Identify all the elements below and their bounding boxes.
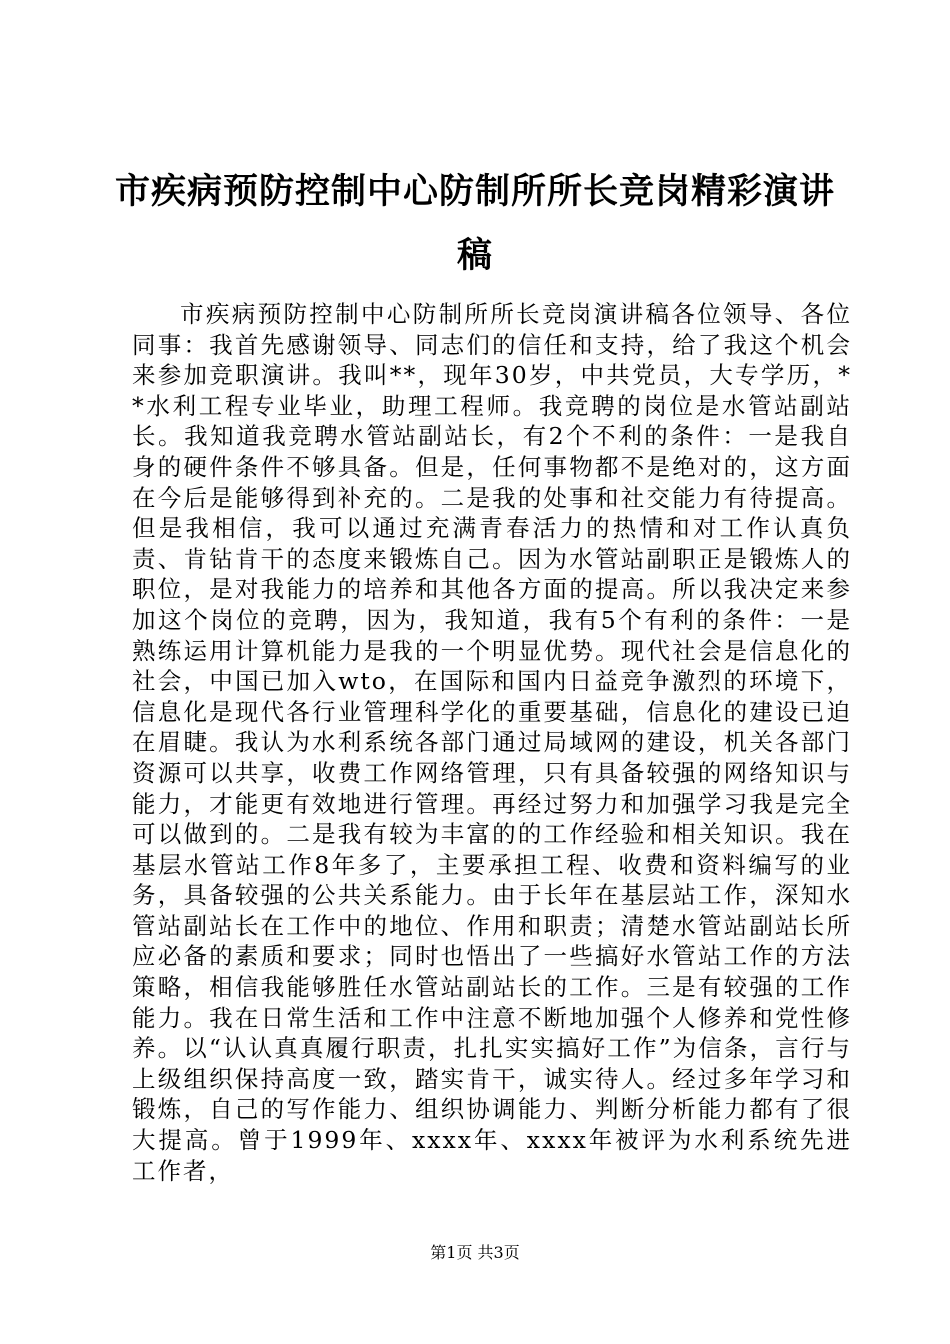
- document-title: 市疾病预防控制中心防制所所长竞岗精彩演讲稿: [114, 171, 835, 276]
- page-number-footer: 第1页 共3页: [430, 1243, 520, 1262]
- document-body-paragraph: 市疾病预防控制中心防制所所长竞岗演讲稿各位领导、各位同事：我首先感谢领导、同志们的信任和支持，给了我这个机会来参加竞职演讲。我叫**，现年30岁，中共党员，大专学历，**水利工程专业毕业，助理工程师。我竞聘的岗位是水管站副站长。我知道我竞聘水管站副站长，有2个不利的条件：一是我自身的硬件条件不够具备。但是，任何事物都不是绝对的，这方面在今后是能够得到补充的。二是我的处事和社交能力有待提高。但是我相信，我可以通过充满青春活力的热情和对工作认真负责、肯钻肯干的态度来锻炼自己。因为水管站副职正是锻炼人的职位，是对我能力的培养和其他各方面的提高。所以我决定来参加这个岗位的竞聘，因为，我知道，我有5个有利的条件：一是熟练运用计算机能力是我的一个明显优势。现代社会是信息化的社会，中国已加入wto，在国际和国内日益竞争激烈的环境下，信息化是现代各行业管理科学化的重要基础，信息化的建设已迫在眉睫。我认为水利系统各部门通过局域网的建设，机关各部门资源可以共享，收费工作网络管理，只有具备较强的网络知识与能力，才能更有效地进行管理。再经过努力和加强学习我是完全可以做到的。二是我有较为丰富的的工作经验和相关知识。我在基层水管站工作8年多了，主要承担工程、收费和资料编写的业务，具备较强的公共关系能力。由于长年在基层站工作，深知水管站副站长在工作中的地位、作用和职责；清楚水管站副站长所应必备的素质和要求；同时也悟出了一些搞好水管站工作的方法策略，相信我能够胜任水管站副站长的工作。三是有较强的工作能力。我在日常生活和工作中注意不断地加强个人修养和党性修养。以“认认真真履行职责，扎扎实实搞好工作”为信条，言行与上级组织保持高度一致，踏实肯干，诚实待人。经过多年学习和锻炼，自己的写作能力、组织协调能力、判断分析能力都有了很大提高。曾于1999年、xxxx年、xxxx年被评为水利系统先进工作者，: [132, 300, 852, 1185]
